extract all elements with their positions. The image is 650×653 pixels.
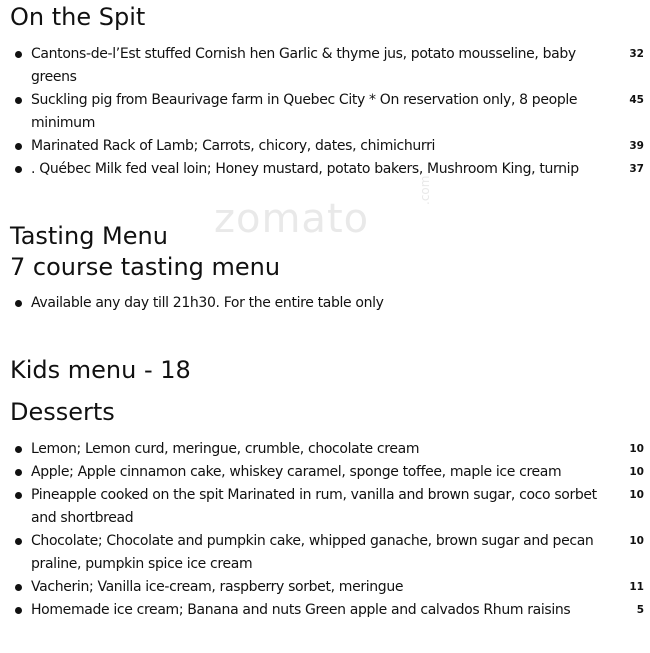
bullet-icon (15, 446, 22, 453)
menu-item-price: 39 (629, 140, 644, 152)
menu-item-description: Lemon; Lemon curd, meringue, crumble, chocolate cream (31, 441, 420, 457)
menu-item-description: Vacherin; Vanilla ice-cream, raspberry sorbet, meringue (31, 579, 404, 595)
section-subtitle-course-tasting: 7 course tasting menu (10, 253, 281, 281)
menu-item-description: Cantons-de-l’Est stuffed Cornish hen Garlic & thyme jus, potato mousseline, baby greens (31, 46, 576, 85)
menu-item-price: 45 (629, 94, 644, 106)
section-title-tasting-menu: Tasting Menu (10, 222, 168, 250)
menu-item-description: Pineapple cooked on the spit Marinated in rum, vanilla and brown sugar, coco sorbet and shortbread (31, 487, 597, 526)
menu-item-description: Marinated Rack of Lamb; Carrots, chicory, dates, chimichurri (31, 138, 436, 154)
menu-item-description: Apple; Apple cinnamon cake, whiskey caramel, sponge toffee, maple ice cream (31, 464, 562, 480)
section-title-on-the-spit: On the Spit (10, 3, 146, 31)
menu-item-price: 10 (629, 466, 644, 478)
zomato-watermark-suffix: .com (418, 175, 432, 205)
bullet-icon (15, 166, 22, 173)
bullet-icon (15, 51, 22, 58)
menu-item-price: 10 (629, 443, 644, 455)
section-title-kids-menu: Kids menu - 18 (10, 356, 191, 384)
bullet-icon (15, 469, 22, 476)
menu-item-price: 11 (629, 581, 644, 593)
menu-item-price: 32 (629, 48, 644, 60)
menu-item-description: Chocolate; Chocolate and pumpkin cake, whipped ganache, brown sugar and pecan praline, pumpkin spice ice cream (31, 533, 594, 572)
bullet-icon (15, 492, 22, 499)
bullet-icon (15, 607, 22, 614)
bullet-icon (15, 300, 22, 307)
bullet-icon (15, 97, 22, 104)
menu-item-description: Available any day till 21h30. For the entire table only (31, 295, 384, 311)
zomato-watermark: zomato (214, 196, 370, 242)
bullet-icon (15, 538, 22, 545)
menu-item-price: 10 (629, 489, 644, 501)
section-title-desserts: Desserts (10, 398, 115, 426)
menu-item-price: 5 (636, 604, 644, 616)
bullet-icon (15, 584, 22, 591)
menu-item-description: Suckling pig from Beaurivage farm in Quebec City * On reservation only, 8 people minimum (31, 92, 578, 131)
bullet-icon (15, 143, 22, 150)
menu-item-price: 37 (629, 163, 644, 175)
menu-item-description: . Québec Milk fed veal loin; Honey mustard, potato bakers, Mushroom King, turnip (31, 161, 579, 177)
menu-item-price: 10 (629, 535, 644, 547)
menu-item-description: Homemade ice cream; Banana and nuts Green apple and calvados Rhum raisins (31, 602, 571, 618)
